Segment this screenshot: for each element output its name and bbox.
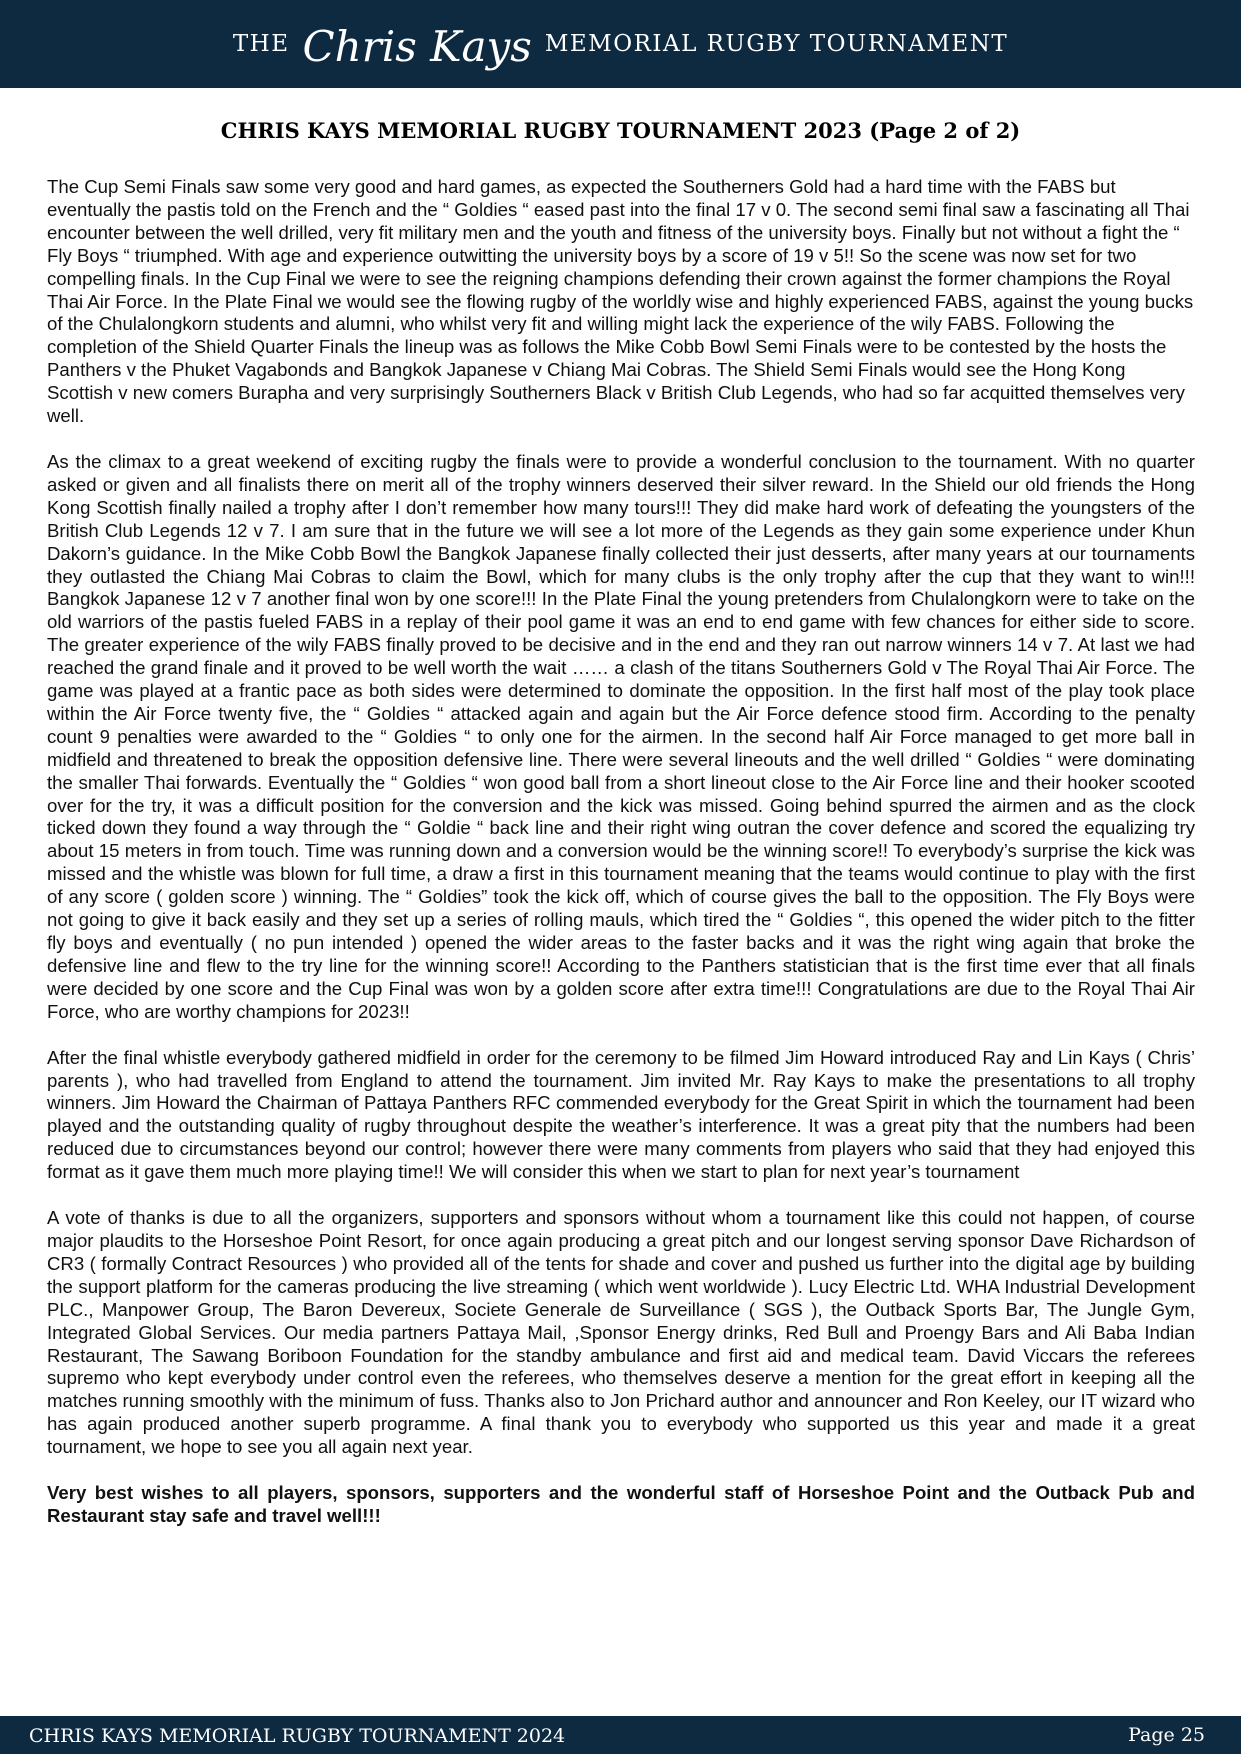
header-logo-name: Chris Kays xyxy=(302,21,532,71)
page-number: Page 25 xyxy=(1128,1724,1205,1746)
paragraph-semi-finals: The Cup Semi Finals saw some very good and hard games, as expected the Southerners Gold had a hard time with the FABS but eventually the pastis told on the French and the “ Goldies “ eased past into the final 17 v 0. The second semi final saw a fascinating all Thai encounter between the well drilled, very fit military men and the youth and fitness of the university boys. Finally but not without a fight the “ Fly Boys “ triumphed. With age and experience outwitting the university boys by a score of 19 v 5!! So the scene was now set for two compelling finals. In the Cup Final we were to see the reigning champions defending their crown against the former champions the Royal Thai Air Force. In the Plate Final we would see the flowing rugby of the worldly wise and highly experienced FABS, against the young bucks of the Chulalongkorn students and alumni, who whilst very fit and willing might lack the experience of the wily FABS. Following the completion of the Shield Quarter Finals the lineup was as follows the Mike Cobb Bowl Semi Finals were to be contested by the hosts the Panthers v the Phuket Vagabonds and Bangkok Japanese v Chiang Mai Cobras. The Shield Semi Finals would see the Hong Kong Scottish v new comers Burapha and very surprisingly Southerners Black v British Club Legends, who had so far acquitted themselves very well. xyxy=(47,176,1194,427)
paragraph-finals: As the climax to a great weekend of exciting rugby the finals were to provide a wonderful conclusion to the tournament. With no quarter asked or given and all finalists there on merit all of the trophy winners deserved their silver reward. In the Shield our old friends the Hong Kong Scottish finally nailed a trophy after I don’t remember how many tours!!! They did make hard work of defeating the youngsters of the British Club Legends 12 v 7. I am sure that in the future we will see a lot more of the Legends as they gain some experience under Khun Dakorn’s guidance. In the Mike Cobb Bowl the Bangkok Japanese finally collected their just desserts, after many years at our tournaments they outlasted the Chiang Mai Cobras to claim the Bowl, which for many clubs is the only trophy after the cup that they want to win!!! Bangkok Japanese 12 v 7 another final won by one score!!! In the Plate Final the young pretenders from Chulalongkorn were to take on the old warriors of the pastis fueled FABS in a replay of their pool game it was an end to end game with few chances for either side to score. The greater experience of the wily FABS finally proved to be decisive and in the end and they ran out narrow winners 14 v 7. At last we had reached the grand finale and it proved to be well worth the wait …… a clash of the titans Southerners Gold v The Royal Thai Air Force. The game was played at a frantic pace as both sides were determined to dominate the opposition. In the first half most of the play took place within the Air Force twenty five, the “ Goldies “ attacked again and again but the Air Force defence stood firm. According to the penalty count 9 penalties were awarded to the “ Goldies “ to only one for the airmen. In the second half Air Force managed to get more ball in midfield and threatened to break the opposition defensive line. There were several lineouts and the well drilled “ Goldies “ were dominating the smaller Thai forwards. Eventually the “ Goldies “ won good ball from a short lineout close to the Air Force line and their hooker scooted over for the try, it was a difficult position for the conversion and the kick was missed. Going behind spurred the airmen and as the clock ticked down they found a way through the “ Goldie “ back line and their right wing outran the cover defence and scored the equalizing try about 15 meters in from touch. Time was running down and a conversion would be the winning score!! To everybody’s surprise the kick was missed and the whistle was blown for full time, a draw a first in this tournament meaning that the teams would continue to play with the first of any score ( golden score ) winning. The “ Goldies” took the kick off, which of course gives the ball to the opposition. The Fly Boys were not going to give it back easily and they set up a series of rolling mauls, which tired the “ Goldies “, this opened the wider pitch to the fitter fly boys and eventually ( no pun intended ) opened the wider areas to the faster backs and it was the right wing again that broke the defensive line and flew to the try line for the winning score!! According to the Panthers statistician that is the first time ever that all finals were decided by one score and the Cup Final was won by a golden score after extra time!!! Congratulations are due to the Royal Thai Air Force, who are worthy champions for 2023!! xyxy=(47,450,1195,1022)
header-banner xyxy=(0,0,1241,88)
paragraph-ceremony: After the final whistle everybody gathered midfield in order for the ceremony to be filmed Jim Howard introduced Ray and Lin Kays ( Chris’ parents ), who had travelled from England to attend the tournament. Jim invited Mr. Ray Kays to make the presentations to all trophy winners. Jim Howard the Chairman of Pattaya Panthers RFC commended everybody for the Great Spirit in which the tournament had been played and the outstanding quality of rugby throughout despite the weather’s interference. It was a great pity that the numbers had been reduced due to circumstances beyond our control; however there were many comments from players who said that they had enjoyed this format as it gave them much more playing time!! We will consider this when we start to plan for next year’s tournament xyxy=(47,1046,1195,1183)
closing-message: Very best wishes to all players, sponsors, supporters and the wonderful staff of Horseshoe Point and the Outback Pub and Restaurant stay safe and travel well!!! xyxy=(47,1482,1195,1526)
header-post: MEMORIAL RUGBY TOURNAMENT xyxy=(544,31,1009,57)
header-pre: THE xyxy=(232,31,290,57)
article-body xyxy=(47,176,1195,1551)
paragraph-thanks: A vote of thanks is due to all the organizers, supporters and sponsors without whom a tournament like this could not happen, of course major plaudits to the Horseshoe Point Resort, for once again producing a great pitch and our longest serving sponsor Dave Richardson of CR3 ( formally Contract Resources ) who provided all of the tents for shade and cover and pushed us further into the digital age by building the support platform for the cameras producing the live streaming ( which went worldwide ). Lucy Electric Ltd. WHA Industrial Development PLC., Manpower Group, The Baron Devereux, Societe Generale de Surveillance ( SGS ), the Outback Sports Bar, The Jungle Gym, Integrated Global Services. Our media partners Pattaya Mail, ,Sponsor Energy drinks, Red Bull and Proengy Bars and Ali Baba Indian Restaurant, The Sawang Boriboon Foundation for the standby ambulance and first aid and medical team. David Viccars the referees supremo who kept everybody under control even the referees, who themselves deserve a mention for the great effort in keeping all the matches running smoothly with the minimum of fuss. Thanks also to Jon Prichard author and announcer and Ron Keeley, our IT wizard who has again produced another superb programme. A final thank you to everybody who supported us this year and made it a great tournament, we hope to see you all again next year. xyxy=(47,1207,1195,1458)
page-title: CHRIS KAYS MEMORIAL RUGBY TOURNAMENT 2023 (Page 2 of 2) xyxy=(220,118,1021,143)
footer-title: CHRIS KAYS MEMORIAL RUGBY TOURNAMENT 2024 xyxy=(29,1725,566,1747)
page-footer xyxy=(0,1716,1241,1754)
